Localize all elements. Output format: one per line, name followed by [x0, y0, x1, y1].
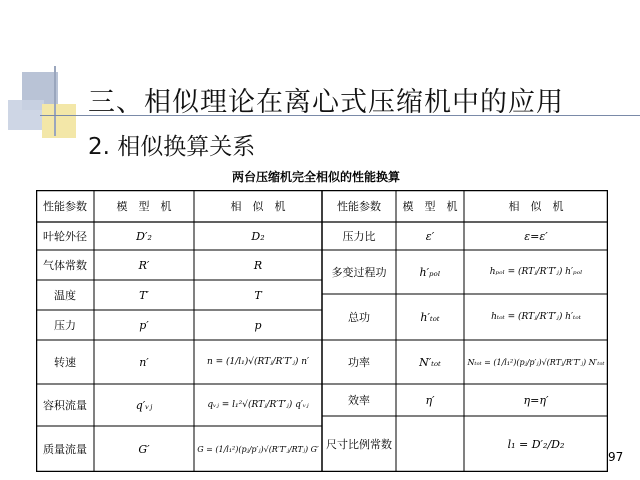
header-similar-right: 相 似 机 — [508, 200, 564, 213]
header-model-right: 模 型 机 — [402, 200, 458, 213]
slide-subtitle: 2. 相似换算关系 — [88, 134, 256, 160]
row-power-model: N′ₜₒₜ — [419, 355, 441, 369]
row-pressure-ratio-param: 压力比 — [342, 230, 376, 243]
row-gas-constant-similar: R — [253, 258, 263, 272]
row-polytropic-work-param: 多变过程功 — [331, 266, 387, 279]
row-temperature-model: T′ — [139, 288, 149, 302]
header-param-right: 性能参数 — [337, 200, 381, 213]
page-number: 97 — [608, 450, 624, 464]
row-volume-flow-similar: qᵥⱼ = l₁²√(RTⱼ/R′T′ⱼ) q′ᵥⱼ — [207, 400, 309, 410]
row-efficiency-similar: η=η′ — [523, 393, 549, 407]
row-impeller-diameter-model: D′₂ — [136, 229, 152, 243]
row-speed-similar: n = (1/l₁)√(RTⱼ/R′T′ⱼ) n′ — [206, 357, 310, 367]
row-scale-constant-param: 尺寸比例常数 — [326, 438, 392, 451]
row-polytropic-work-model: h′ₚₒₗ — [419, 265, 441, 279]
row-polytropic-work-similar: hₚₒₗ = (RTⱼ/R′T′ⱼ) h′ₚₒₗ — [489, 267, 583, 277]
row-temperature-similar: T — [254, 288, 262, 302]
row-volume-flow-param: 容积流量 — [43, 399, 87, 412]
row-gas-constant-param: 气体常数 — [43, 259, 87, 272]
row-speed-param: 转速 — [54, 356, 76, 369]
row-power-similar: Nₜₒₜ = (1/l₁²)(pⱼ/p′ⱼ)√(RTⱼ/R′T′ⱼ) N′ₜₒₜ — [467, 357, 605, 367]
row-total-work-model: h′ₜₒₜ — [420, 310, 440, 324]
row-scale-constant-similar: l₁ = D′₂/D₂ — [507, 437, 565, 451]
row-temperature-param: 温度 — [54, 289, 76, 302]
row-pressure-model: p′ — [139, 318, 149, 332]
row-pressure-param: 压力 — [54, 319, 76, 332]
header-param-left: 性能参数 — [43, 200, 87, 213]
row-pressure-ratio-similar: ε=ε′ — [524, 229, 548, 243]
row-mass-flow-model: G′ — [138, 442, 150, 456]
row-mass-flow-similar: G = (1/l₁²)(pⱼ/p′ⱼ)√(R′T′ⱼ/RTⱼ) G′ — [197, 444, 319, 454]
row-impeller-diameter-param: 叶轮外径 — [43, 230, 87, 243]
row-impeller-diameter-similar: D₂ — [251, 229, 265, 243]
row-power-param: 功率 — [348, 356, 370, 369]
row-volume-flow-model: q′ᵥⱼ — [135, 398, 153, 412]
row-efficiency-param: 效率 — [348, 394, 370, 407]
row-pressure-ratio-model: ε′ — [425, 229, 435, 243]
decor-block-lightblue — [8, 100, 44, 130]
row-total-work-similar: hₜₒₜ = (RTⱼ/R′T′ⱼ) h′ₜₒₜ — [491, 312, 581, 322]
decor-vertical-line — [54, 66, 56, 136]
slide-title: 三、相似理论在离心式压缩机中的应用 — [88, 87, 564, 118]
row-gas-constant-model: R′ — [138, 258, 150, 272]
header-model-left: 模 型 机 — [116, 200, 172, 213]
row-mass-flow-param: 质量流量 — [43, 443, 87, 456]
row-speed-model: n′ — [139, 355, 149, 369]
row-total-work-param: 总功 — [348, 311, 370, 324]
row-pressure-similar: p — [254, 318, 262, 332]
row-efficiency-model: η′ — [425, 393, 435, 407]
header-similar-left: 相 似 机 — [230, 200, 286, 213]
performance-conversion-table — [36, 190, 608, 472]
row-scale-constant-model — [396, 416, 464, 472]
table-caption: 两台压缩机完全相似的性能换算 — [232, 170, 401, 184]
decor-block-yellow — [42, 104, 76, 138]
